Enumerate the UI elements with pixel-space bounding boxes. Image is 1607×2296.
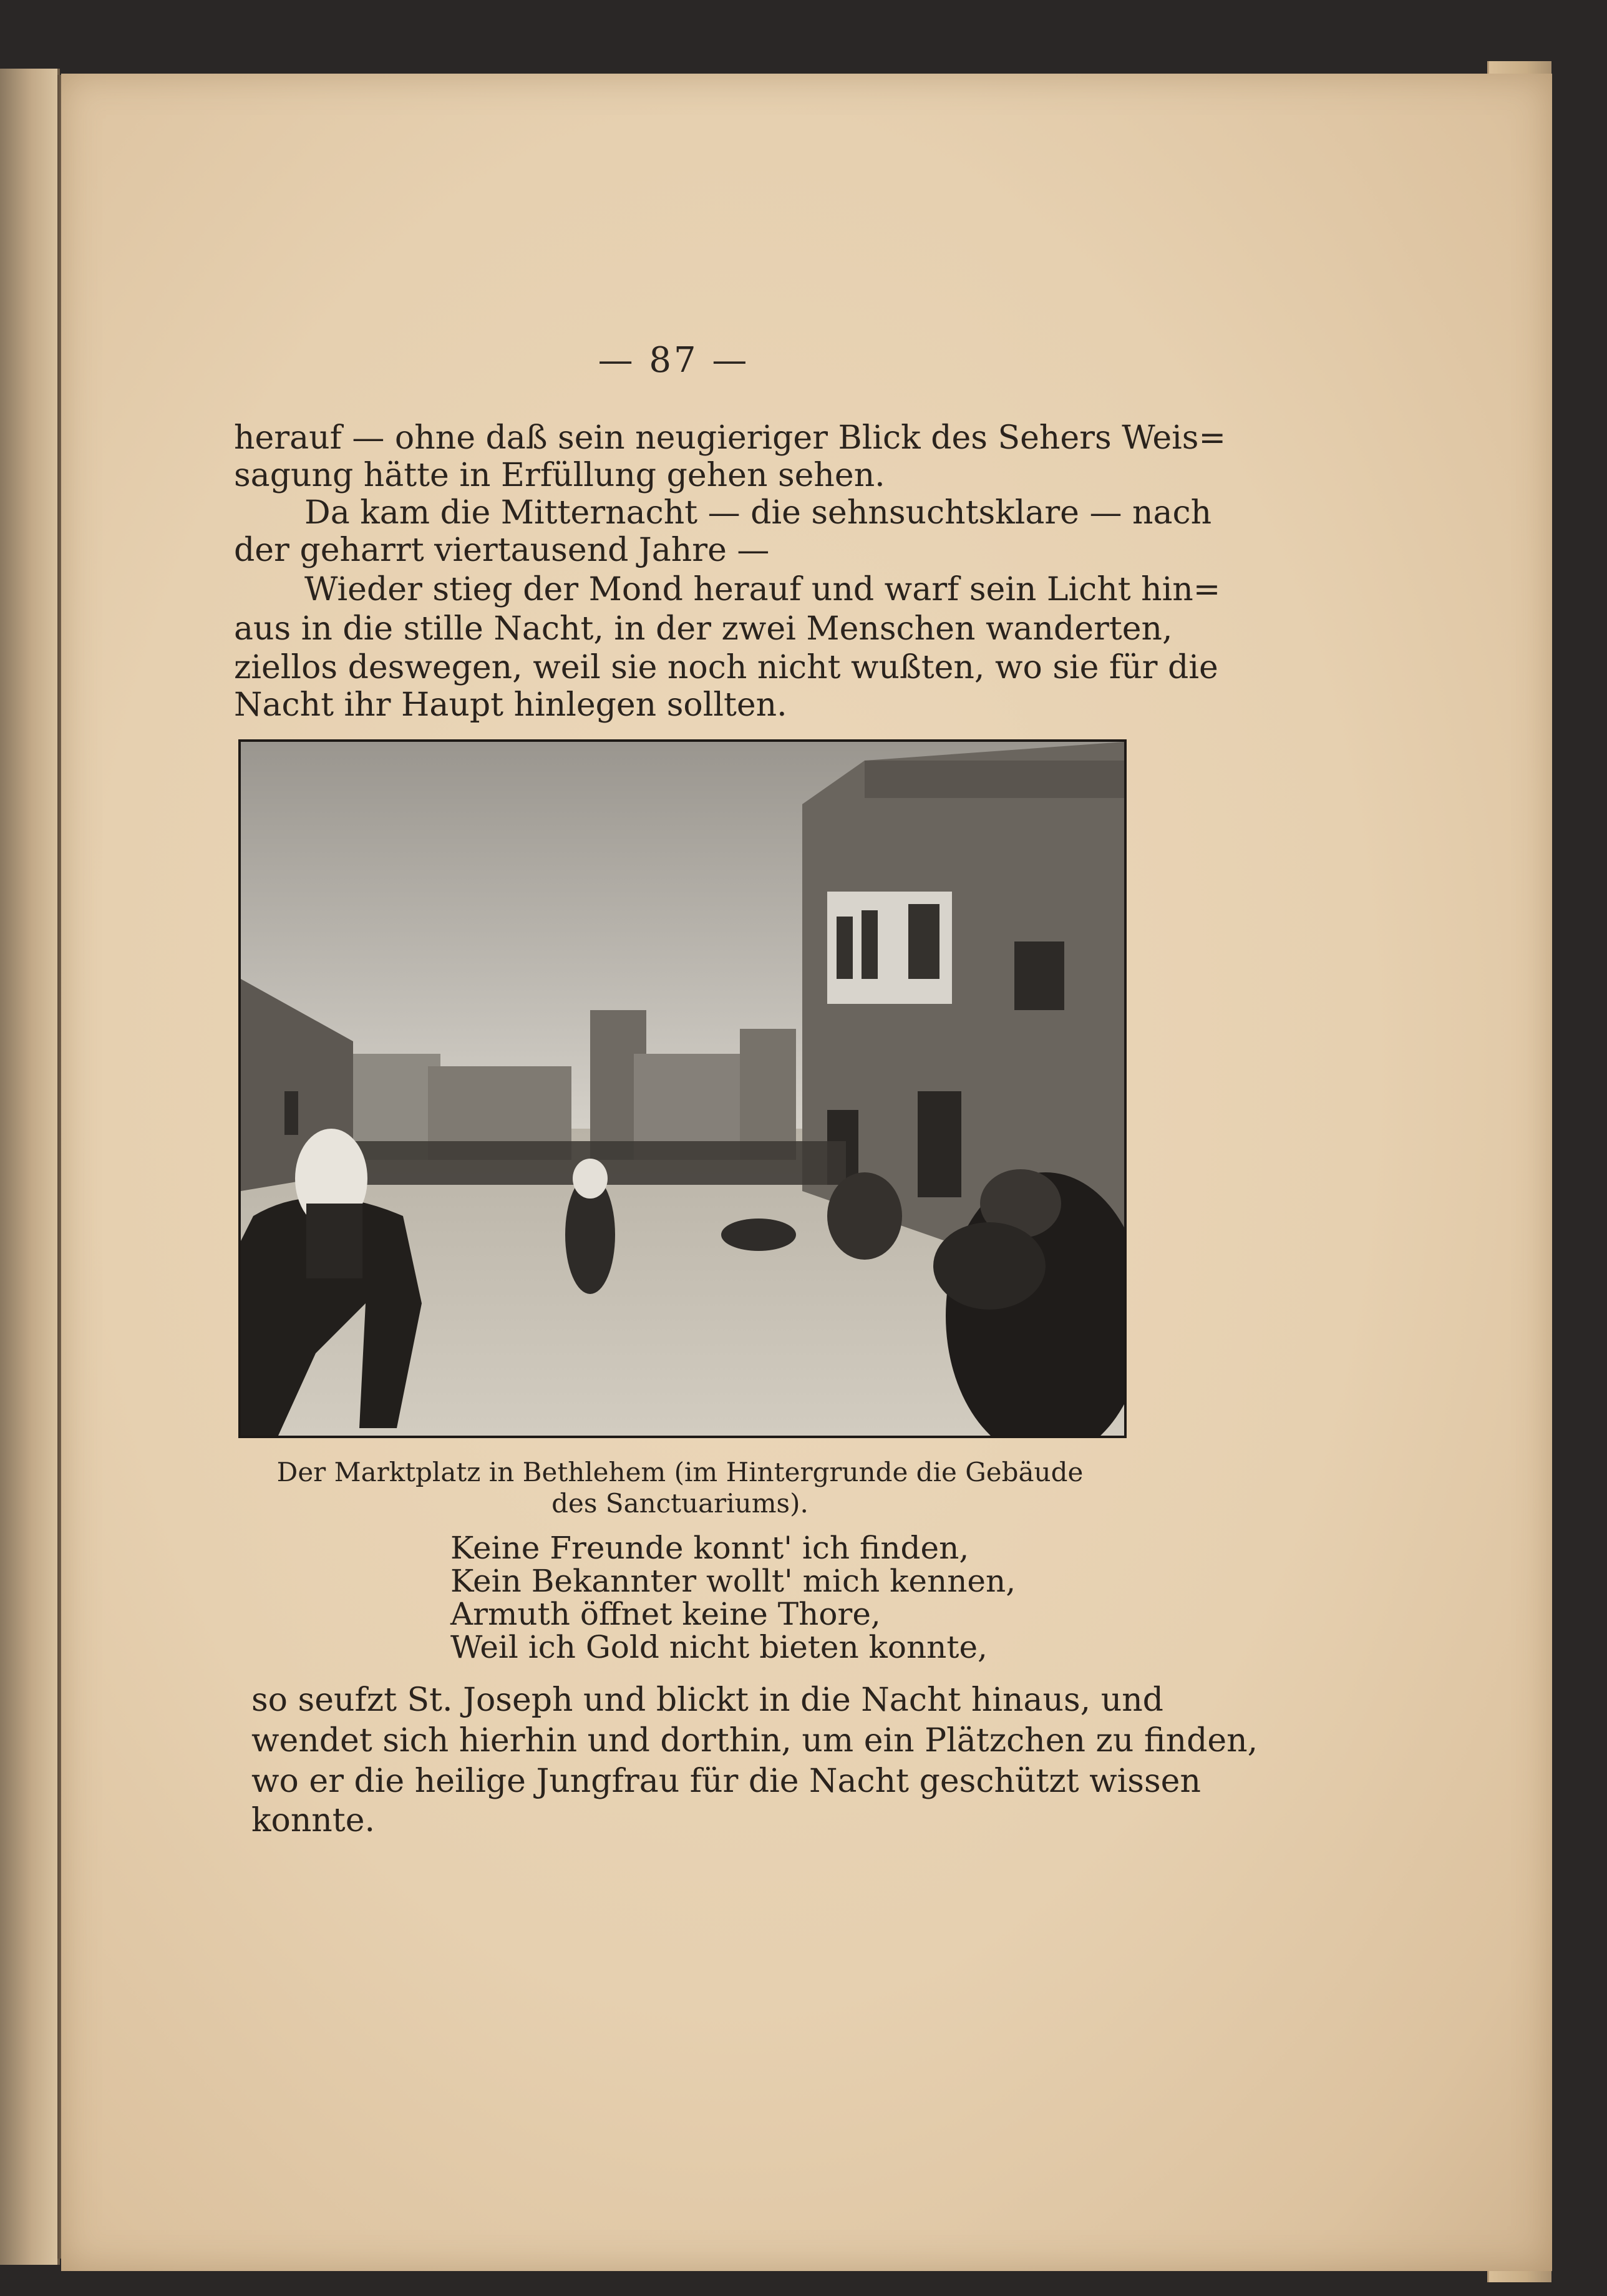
text-line: so seufzt St. Joseph und blickt in die Nacht hinaus, und [251,1681,1163,1719]
verse-line: Armuth öffnet keine Thore, [450,1596,881,1632]
photo-caption-line: Der Marktplatz in Bethlehem (im Hintergrunde die Gebäude [276,1457,1084,1487]
text-line: Nacht ihr Haupt hinlegen sollten. [234,686,787,724]
text-line: konnte. [251,1802,375,1839]
page-number: — 87 — [598,340,750,381]
photo-illustration [241,742,1124,1436]
text-line: herauf — ohne daß sein neugieriger Blick des Sehers Weis= [234,419,1226,457]
verse-line: Keine Freunde konnt' ich finden, [450,1530,969,1566]
market-square-photo [238,739,1127,1438]
text-line: aus in die stille Nacht, in der zwei Menschen wanderten, [234,610,1173,648]
text-line: sagung hätte in Erfüllung gehen sehen. [234,457,885,494]
verse-line: Kein Bekannter wollt' mich kennen, [450,1563,1016,1599]
verse-line: Weil ich Gold nicht bieten konnte, [450,1629,988,1665]
text-line: ziellos deswegen, weil sie noch nicht wußten, wo sie für die [234,649,1218,686]
facing-page-edge [0,69,60,2265]
text-line: wo er die heilige Jungfrau für die Nacht geschützt wissen [251,1763,1201,1800]
text-line: Da kam die Mitternacht — die sehnsuchtsklare — nach [304,494,1212,532]
text-line: Wieder stieg der Mond herauf und warf sein Licht hin= [304,571,1221,608]
text-line: wendet sich hierhin und dorthin, um ein Plätzchen zu finden, [251,1722,1258,1759]
text-line: der geharrt viertausend Jahre — [234,532,770,569]
photo-caption-line: des Sanctuariums). [551,1488,808,1519]
